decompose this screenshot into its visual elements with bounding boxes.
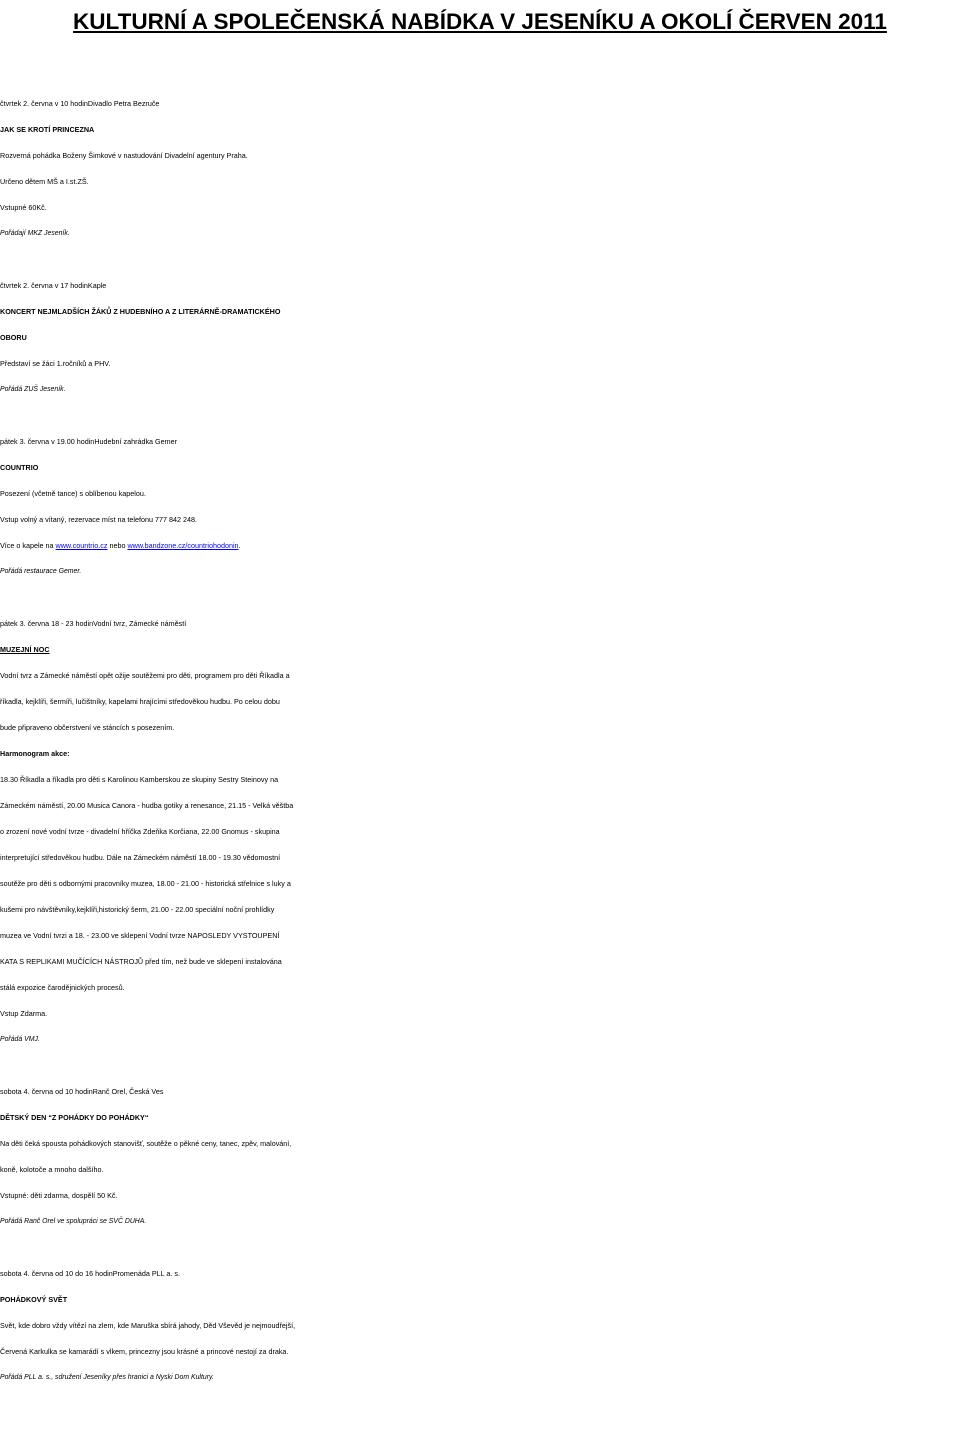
event-venue: Hudební zahrádka Gemer	[94, 437, 178, 446]
event-description-line: Na děti čeká spousta pohádkových stanovišť, soutěže o pěkné ceny, tanec, zpěv, malování,	[0, 1139, 292, 1148]
event-organizer: Pořádají MKZ Jeseník.	[0, 230, 70, 237]
event-description-line: Červená Karkulka se kamarádí s vlkem, princezny jsou krásné a princové nestojí za draka.	[0, 1347, 289, 1356]
schedule-line: muzea ve Vodní tvrzi a 18. - 23.00 ve sklepení Vodní tvrze NAPOSLEDY VYSTOUPENÍ	[0, 931, 280, 940]
schedule-line: o zrození nové vodní tvrze - divadelní hříčka Zdeňka Korčiana, 22.00 Gnomus - skupina	[0, 827, 280, 836]
event-datetime: čtvrtek 2. června v 10 hodin	[0, 99, 88, 108]
event-description-line: Rozverná pohádka Boženy Šimkové v nastudování Divadelní agentury Praha.	[0, 151, 248, 160]
event-time-place	[0, 91, 960, 117]
event-item	[0, 273, 960, 403]
schedule-line: soutěže pro děti s odbornými pracovníky muzea, 18.00 - 21.00 - historická střelnice s luky a	[0, 879, 291, 888]
event-venue: Kaple	[87, 281, 107, 290]
event-time-place	[0, 1079, 960, 1105]
schedule-line: stálá expozice čarodějnických procesů.	[0, 983, 125, 992]
event-organizer: Pořádá ZUŠ Jeseník.	[0, 386, 66, 393]
more-info-prefix: Více o kapele na	[0, 541, 56, 550]
schedule-line: Zámeckém náměstí, 20.00 Musica Canora - hudba gotiky a renesance, 21.15 - Velká věštba	[0, 801, 294, 810]
event-datetime: pátek 3. června v 19.00 hodin	[0, 437, 95, 446]
event-title-continued: OBORU	[0, 333, 27, 342]
event-admission: Vstup Zdarma.	[0, 1009, 48, 1018]
event-reservation-line: Vstup volný a vítaný, rezervace míst na telefonu 777 842 248.	[0, 515, 197, 524]
schedule-line: KATA S REPLIKAMI MUČÍCÍCH NÁSTROJŮ před tím, než bude ve sklepení instalována	[0, 957, 282, 966]
event-venue: Vodní tvrz, Zámecké náměstí	[93, 619, 187, 628]
event-datetime: pátek 3. června 18 - 23 hodin	[0, 619, 94, 628]
event-datetime: sobota 4. června od 10 hodin	[0, 1087, 93, 1096]
event-description-line: Určeno dětem MŠ a I.st.ZŠ.	[0, 177, 89, 186]
schedule-line: kušemi pro návštěvníky,kejklíři,historický šerm, 21.00 - 22.00 speciální noční prohlídky	[0, 905, 275, 914]
event-datetime: sobota 4. června od 10 do 16 hodin	[0, 1269, 113, 1278]
event-time-place	[0, 611, 960, 637]
event-admission: Vstupné: děti zdarma, dospělí 50 Kč.	[0, 1191, 118, 1200]
event-description-line: Svět, kde dobro vždy vítězí na zlem, kde Maruška sbírá jahody, Děd Vševěd je nejmoudřejší,	[0, 1321, 296, 1330]
schedule-line: interpretující středověkou hudbu. Dále na Zámeckém náměstí 18.00 - 19.30 vědomostní	[0, 853, 281, 862]
event-title: MUZEJNÍ NOC	[0, 645, 50, 654]
event-organizer: Pořádá VMJ.	[0, 1036, 40, 1043]
event-item	[0, 1261, 960, 1391]
event-title: COUNTRIO	[0, 463, 39, 472]
event-description-line: koně, kolotoče a mnoho dalšího.	[0, 1165, 104, 1174]
event-description-line: bude připraveno občerstvení ve stáncích s posezením.	[0, 723, 175, 732]
event-description-line: Představí se žáci 1.ročníků a PHV.	[0, 359, 111, 368]
event-datetime: čtvrtek 2. června v 17 hodin	[0, 281, 88, 290]
event-admission: Vstupné 60Kč.	[0, 203, 47, 212]
event-item	[0, 91, 960, 247]
event-description-line: říkadla, kejklíři, šermíři, lučištníky, kapelami hrajícími středověkou hudbu. Po celou dobu	[0, 697, 280, 706]
bandzone-link[interactable]: www.bandzone.cz/countriohodonin	[127, 541, 239, 550]
more-info-suffix: .	[238, 541, 241, 550]
event-item	[0, 1079, 960, 1235]
event-organizer: Pořádá restaurace Gemer.	[0, 568, 82, 575]
countrio-link[interactable]: www.countrio.cz	[55, 541, 108, 550]
event-more-info	[0, 533, 960, 559]
event-title: JAK SE KROTÍ PRINCEZNA	[0, 125, 95, 134]
event-organizer: Pořádá Ranč Orel ve spolupráci se SVČ DUHA.	[0, 1218, 147, 1225]
event-venue: Ranč Orel, Česká Ves	[92, 1087, 164, 1096]
event-description-line: Posezení (včetně tance) s oblíbenou kapelou.	[0, 489, 146, 498]
event-venue: Divadlo Petra Bezruče	[87, 99, 160, 108]
event-item	[0, 611, 960, 1053]
schedule-heading: Harmonogram akce:	[0, 749, 70, 758]
event-venue: Promenáda PLL a. s.	[112, 1269, 180, 1278]
event-list	[0, 91, 960, 1417]
event-item	[0, 429, 960, 585]
event-organizer: Pořádá PLL a. s., sdružení Jeseníky přes hranici a Nyski Dom Kultury.	[0, 1374, 214, 1381]
event-title: KONCERT NEJMLADŠÍCH ŽÁKŮ Z HUDEBNÍHO A Z LITERÁRNĚ-DRAMATICKÉHO	[0, 307, 281, 316]
page-title: KULTURNÍ A SPOLEČENSKÁ NABÍDKA V JESENÍKU A OKOLÍ ČERVEN 2011	[73, 9, 887, 34]
event-description-line: Vodní tvrz a Zámecké náměstí opět ožije soutěžemi pro děti, programem pro děti Říkadla a	[0, 671, 290, 680]
event-time-place	[0, 273, 960, 299]
event-title: POHÁDKOVÝ SVĚT	[0, 1295, 68, 1304]
event-time-place	[0, 429, 960, 455]
more-info-middle: nebo	[107, 541, 128, 550]
event-title: DĚTSKÝ DEN “Z POHÁDKY DO POHÁDKY“	[0, 1113, 149, 1122]
event-time-place	[0, 1261, 960, 1287]
schedule-line: 18.30 Říkadla a říkadla pro děti s Karolinou Kamberskou ze skupiny Sestry Steinovy na	[0, 775, 279, 784]
